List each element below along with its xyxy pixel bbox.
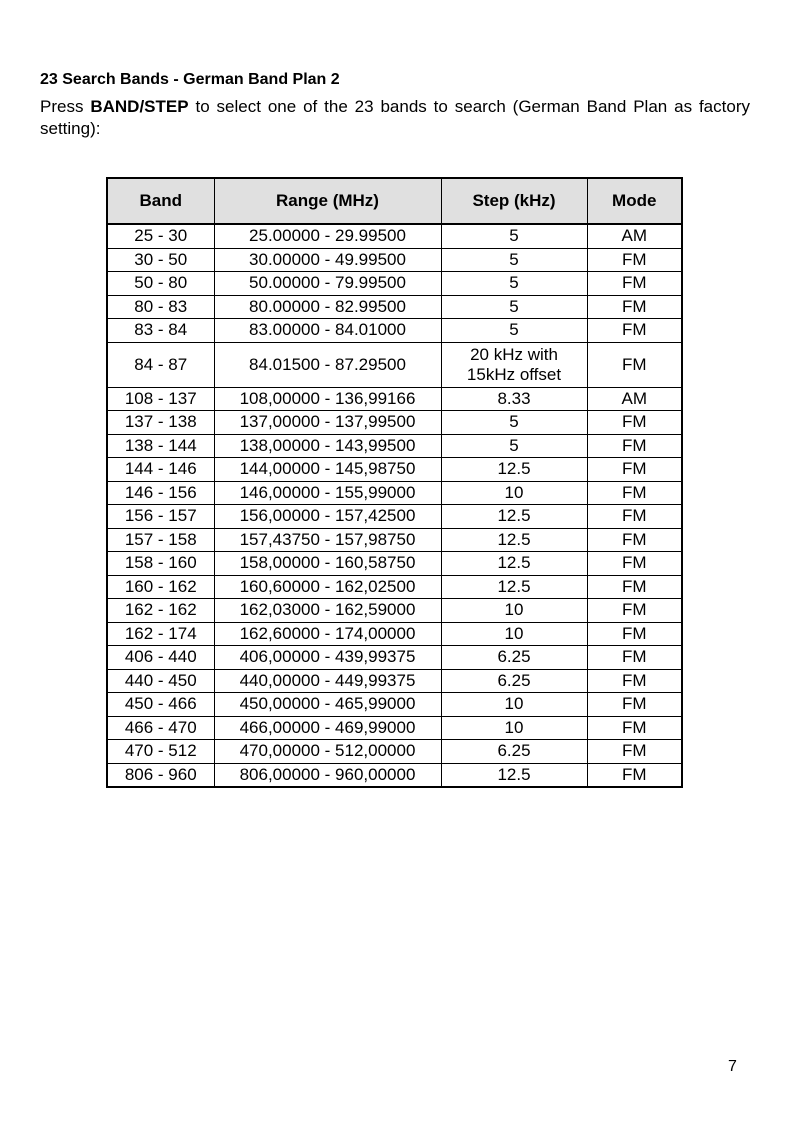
step-cell: 12.5 (441, 575, 587, 599)
band-plan-table (106, 177, 683, 788)
band-cell: 84 - 87 (107, 342, 214, 387)
step-line-1: 20 kHz with (470, 344, 558, 364)
step-cell: 5 (441, 248, 587, 272)
mode-cell: FM (587, 319, 682, 343)
step-cell: 10 (441, 716, 587, 740)
mode-cell: FM (587, 575, 682, 599)
band-cell: 80 - 83 (107, 295, 214, 319)
mode-cell: FM (587, 528, 682, 552)
step-cell: 5 (441, 434, 587, 458)
table-row (107, 552, 682, 576)
band-cell: 144 - 146 (107, 458, 214, 482)
step-cell: 5 (441, 272, 587, 296)
range-cell: 156,00000 - 157,42500 (214, 505, 441, 529)
range-cell: 450,00000 - 465,99000 (214, 693, 441, 717)
mode-cell: FM (587, 295, 682, 319)
table-row (107, 693, 682, 717)
table-row (107, 295, 682, 319)
step-cell: 10 (441, 693, 587, 717)
step-cell: 10 (441, 622, 587, 646)
range-cell: 160,60000 - 162,02500 (214, 575, 441, 599)
mode-cell: AM (587, 387, 682, 411)
table-row (107, 224, 682, 248)
range-cell: 406,00000 - 439,99375 (214, 646, 441, 670)
band-cell: 138 - 144 (107, 434, 214, 458)
band-cell: 137 - 138 (107, 411, 214, 435)
range-cell: 30.00000 - 49.99500 (214, 248, 441, 272)
table-row (107, 669, 682, 693)
step-cell: 10 (441, 599, 587, 623)
mode-cell: FM (587, 646, 682, 670)
range-cell: 138,00000 - 143,99500 (214, 434, 441, 458)
table-row (107, 505, 682, 529)
mode-cell: FM (587, 740, 682, 764)
table-row (107, 342, 682, 387)
step-cell: 6.25 (441, 740, 587, 764)
table-row (107, 622, 682, 646)
mode-cell: FM (587, 716, 682, 740)
band-cell: 450 - 466 (107, 693, 214, 717)
table-row (107, 248, 682, 272)
band-cell: 162 - 174 (107, 622, 214, 646)
range-cell: 84.01500 - 87.29500 (214, 342, 441, 387)
range-cell: 108,00000 - 136,99166 (214, 387, 441, 411)
table-row (107, 740, 682, 764)
mode-cell: FM (587, 552, 682, 576)
step-cell: 12.5 (441, 505, 587, 529)
table-row (107, 599, 682, 623)
step-line-2: 15kHz offset (466, 364, 562, 384)
mode-cell: FM (587, 272, 682, 296)
table-row (107, 481, 682, 505)
band-cell: 160 - 162 (107, 575, 214, 599)
table-row (107, 387, 682, 411)
band-cell: 156 - 157 (107, 505, 214, 529)
band-cell: 30 - 50 (107, 248, 214, 272)
mode-cell: FM (587, 248, 682, 272)
range-cell: 157,43750 - 157,98750 (214, 528, 441, 552)
range-column-header: Range (MHz) (214, 178, 441, 224)
step-cell: 12.5 (441, 763, 587, 787)
table-row (107, 458, 682, 482)
mode-cell: FM (587, 599, 682, 623)
band-cell: 806 - 960 (107, 763, 214, 787)
range-cell: 162,03000 - 162,59000 (214, 599, 441, 623)
band-cell: 440 - 450 (107, 669, 214, 693)
table-row (107, 575, 682, 599)
band-cell: 406 - 440 (107, 646, 214, 670)
step-cell: 5 (441, 224, 587, 248)
table-row (107, 319, 682, 343)
mode-cell: FM (587, 434, 682, 458)
band-cell: 108 - 137 (107, 387, 214, 411)
step-cell: 12.5 (441, 528, 587, 552)
mode-column-header: Mode (587, 178, 682, 224)
range-cell: 50.00000 - 79.99500 (214, 272, 441, 296)
mode-cell: FM (587, 622, 682, 646)
mode-cell: FM (587, 669, 682, 693)
mode-cell: FM (587, 458, 682, 482)
band-cell: 162 - 162 (107, 599, 214, 623)
band-cell: 466 - 470 (107, 716, 214, 740)
step-cell: 8.33 (441, 387, 587, 411)
range-cell: 470,00000 - 512,00000 (214, 740, 441, 764)
mode-cell: FM (587, 763, 682, 787)
mode-cell: FM (587, 505, 682, 529)
range-cell: 25.00000 - 29.99500 (214, 224, 441, 248)
step-column-header: Step (kHz) (441, 178, 587, 224)
step-cell: 12.5 (441, 458, 587, 482)
range-cell: 440,00000 - 449,99375 (214, 669, 441, 693)
range-cell: 146,00000 - 155,99000 (214, 481, 441, 505)
table-row (107, 434, 682, 458)
range-cell: 162,60000 - 174,00000 (214, 622, 441, 646)
range-cell: 806,00000 - 960,00000 (214, 763, 441, 787)
mode-cell: FM (587, 481, 682, 505)
range-cell: 144,00000 - 145,98750 (214, 458, 441, 482)
band-cell: 83 - 84 (107, 319, 214, 343)
band-cell: 470 - 512 (107, 740, 214, 764)
table-row (107, 528, 682, 552)
range-cell: 80.00000 - 82.99500 (214, 295, 441, 319)
table-row (107, 411, 682, 435)
table-row (107, 763, 682, 787)
step-cell: 5 (441, 319, 587, 343)
page-number: 7 (728, 1058, 737, 1075)
band-cell: 158 - 160 (107, 552, 214, 576)
band-cell: 146 - 156 (107, 481, 214, 505)
step-cell: 12.5 (441, 552, 587, 576)
mode-cell: AM (587, 224, 682, 248)
table-row (107, 716, 682, 740)
intro-suffix: to select one of the 23 bands to search (German Band Plan as factory setting): (40, 97, 750, 138)
table-header-row (107, 178, 682, 224)
band-cell: 25 - 30 (107, 224, 214, 248)
band-step-keyword: BAND/STEP (90, 97, 189, 116)
table-row (107, 272, 682, 296)
step-cell: 5 (441, 411, 587, 435)
intro-prefix: Press (40, 97, 91, 116)
step-cell: 5 (441, 295, 587, 319)
step-cell: 6.25 (441, 646, 587, 670)
step-cell (441, 342, 587, 387)
mode-cell: FM (587, 411, 682, 435)
intro-paragraph (40, 96, 750, 140)
range-cell: 137,00000 - 137,99500 (214, 411, 441, 435)
section-heading: 23 Search Bands - German Band Plan 2 (40, 71, 340, 88)
step-cell: 6.25 (441, 669, 587, 693)
band-cell: 157 - 158 (107, 528, 214, 552)
band-cell: 50 - 80 (107, 272, 214, 296)
mode-cell: FM (587, 693, 682, 717)
range-cell: 466,00000 - 469,99000 (214, 716, 441, 740)
band-column-header: Band (107, 178, 214, 224)
range-cell: 83.00000 - 84.01000 (214, 319, 441, 343)
step-cell: 10 (441, 481, 587, 505)
table-row (107, 646, 682, 670)
range-cell: 158,00000 - 160,58750 (214, 552, 441, 576)
mode-cell: FM (587, 342, 682, 387)
